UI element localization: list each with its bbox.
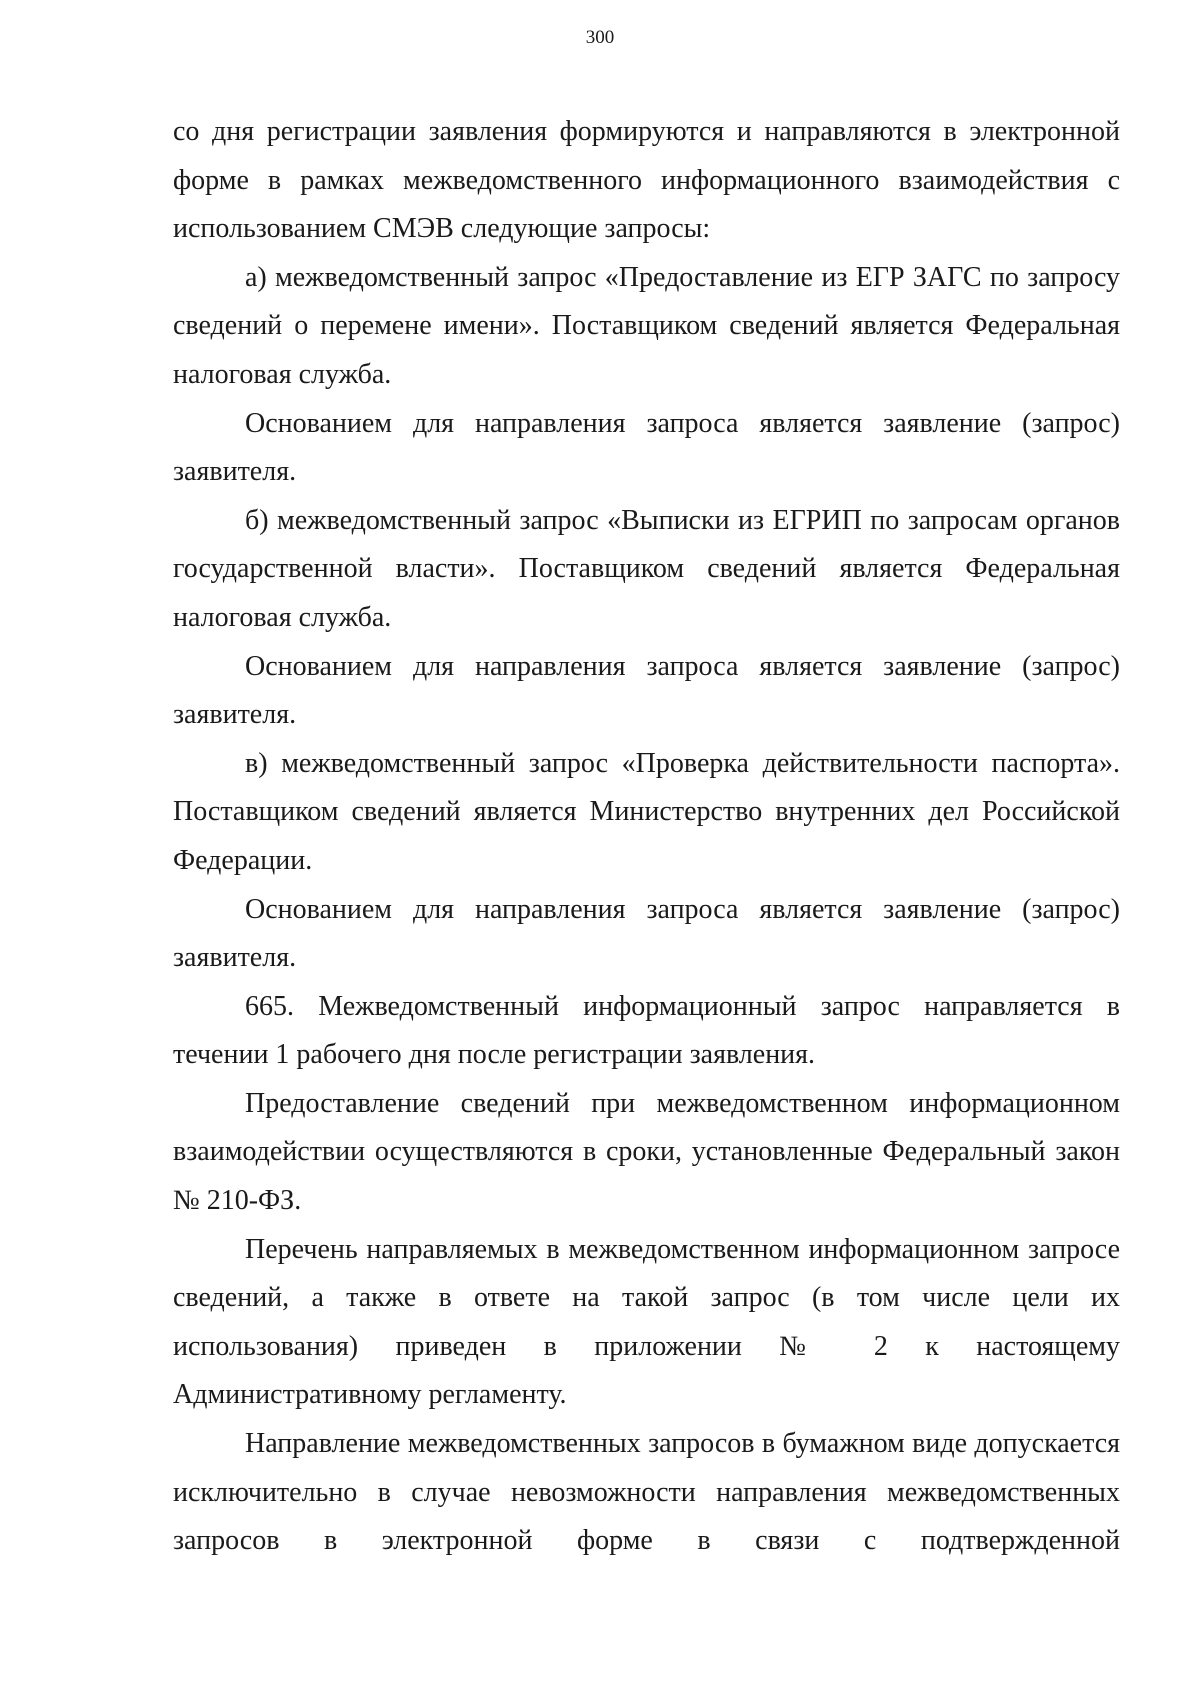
paragraph-request-a: а) межведомственный запрос «Предоставление из ЕГР ЗАГС по запросу сведений о перемене имени». Поставщиком сведений является Федеральная налоговая служба. xyxy=(173,261,1120,390)
paragraph-basis-v: Основанием для направления запроса является заявление (запрос) заявителя. xyxy=(173,893,1120,974)
document-body xyxy=(173,108,1120,1566)
paragraph-request-b: б) межведомственный запрос «Выписки из ЕГРИП по запросам органов государственной власти». Поставщиком сведений является Федеральная налоговая служба. xyxy=(173,504,1120,633)
paragraph-request-v: в) межведомственный запрос «Проверка действительности паспорта». Поставщиком сведений является Министерство внутренних дел Российской Федерации. xyxy=(173,747,1120,876)
paragraph-paper-requests: Направление межведомственных запросов в бумажном виде допускается исключительно в случае невозможности направления межведомственных запросов в электронной форме в связи с подтвержденной xyxy=(173,1428,1120,1557)
paragraph-item-665: 665. Межведомственный информационный запрос направляется в течении 1 рабочего дня после регистрации заявления. xyxy=(173,990,1120,1071)
paragraph-appendix-reference: Перечень направляемых в межведомственном информационном запросе сведений, а также в ответе на такой запрос (в том числе цели их использования) приведен в приложении № 2 к настоящему Административному регламенту. xyxy=(173,1233,1120,1411)
page-number: 300 xyxy=(585,27,615,48)
paragraph-basis-a: Основанием для направления запроса является заявление (запрос) заявителя. xyxy=(173,407,1120,488)
paragraph-deadlines: Предоставление сведений при межведомственном информационном взаимодействии осуществляются в сроки, установленные Федеральный закон № 210-ФЗ. xyxy=(173,1087,1120,1217)
paragraph-intro-continuation: со дня регистрации заявления формируются и направляются в электронной форме в рамках межведомственного информационного взаимодействия с использованием СМЭВ следующие запросы: xyxy=(173,116,1120,245)
paragraph-basis-b: Основанием для направления запроса является заявление (запрос) заявителя. xyxy=(173,650,1120,731)
